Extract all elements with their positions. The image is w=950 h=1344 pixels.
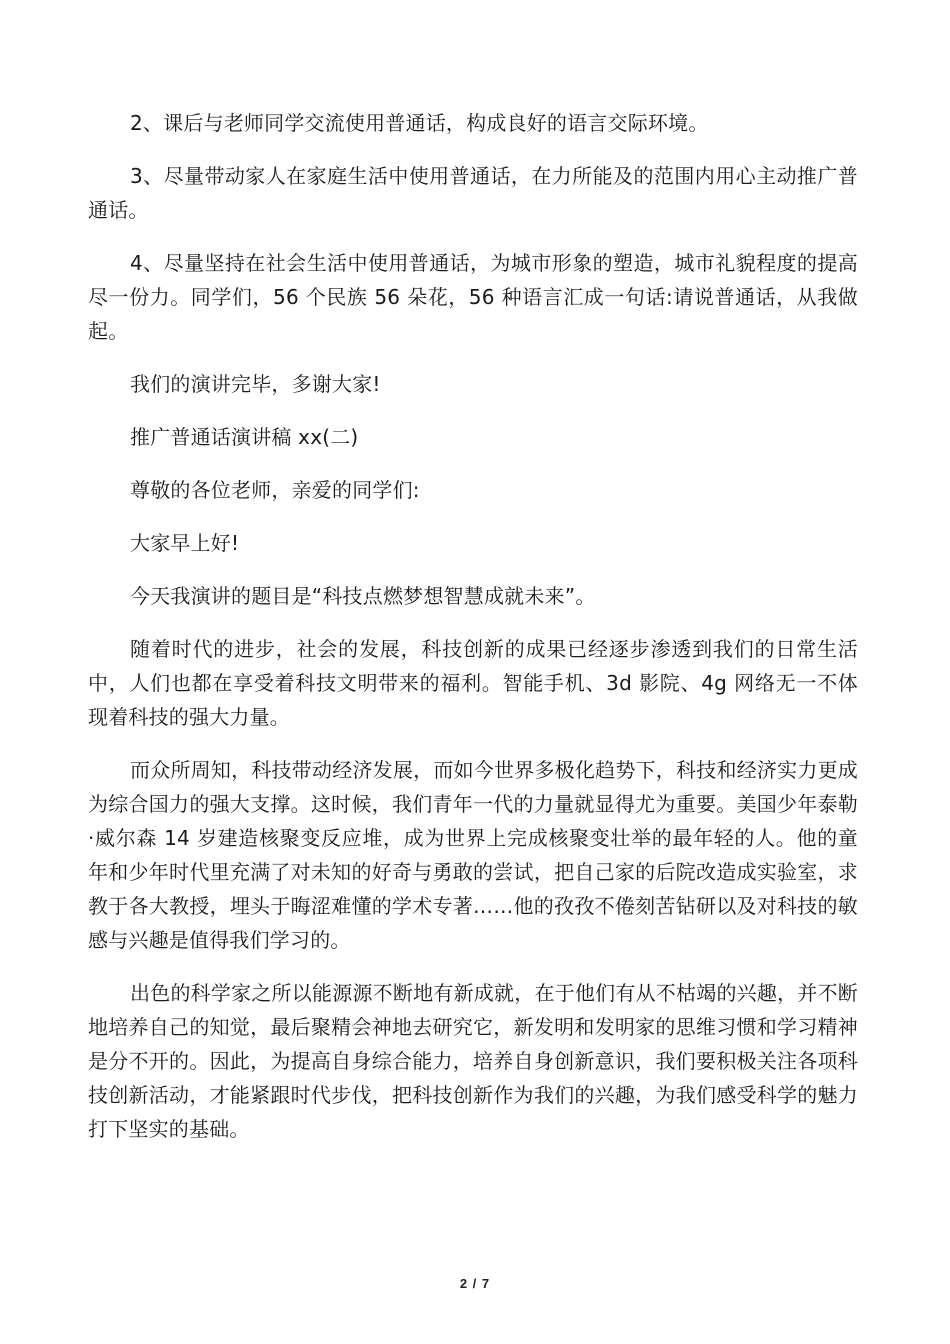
paragraph: 随着时代的进步，社会的发展，科技创新的成果已经逐步渗透到我们的日常生活中，人们也都在享受着科技文明带来的福利。智能手机、3d 影院、4g 网络无一不体现着科技的强大力量。 — [88, 637, 858, 729]
paragraph: 出色的科学家之所以能源源不断地有新成就，在于他们有从不枯竭的兴趣，并不断地培养自己的知觉，最后聚精会神地去研究它，新发明和发明家的思维习惯和学习精神是分不开的。因此，为提高自身综合能力，培养自身创新意识，我们要积极关注各项科技创新活动，才能紧跟时代步伐，把科技创新作为我们的兴趣，为我们感受科学的魅力打下坚实的基础。 — [88, 981, 858, 1141]
page-number: 2 / 7 — [459, 1276, 491, 1291]
paragraph: 4、尽量坚持在社会生活中使用普通话，为城市形象的塑造，城市礼貌程度的提高尽一份力。同学们，56 个民族 56 朵花，56 种语言汇成一句话:请说普通话，从我做起。 — [88, 251, 858, 343]
document-body — [88, 106, 858, 1165]
paragraph: 3、尽量带动家人在家庭生活中使用普通话，在力所能及的范围内用心主动推广普通话。 — [88, 164, 858, 222]
paragraph: 而众所周知，科技带动经济发展，而如今世界多极化趋势下，科技和经济实力更成为综合国力的强大支撑。这时候，我们青年一代的力量就显得尤为重要。美国少年泰勒·威尔森 14 岁建造核聚变反应堆，成为世界上完成核聚变壮举的最年轻的人。他的童年和少年时代里充满了对未知的好奇与勇敢的尝试，把自己家的后院改造成实验室，求教于各大教授，埋头于晦涩难懂的学术专著……他的孜孜不倦刻苦钻研以及对科技的敏感与兴趣是值得我们学习的。 — [88, 758, 858, 952]
paragraph: 我们的演讲完毕，多谢大家! — [130, 372, 381, 396]
section-heading: 推广普通话演讲稿 xx(二) — [130, 425, 359, 449]
greeting: 大家早上好! — [130, 531, 240, 555]
salutation: 尊敬的各位老师，亲爱的同学们: — [130, 478, 420, 502]
paragraph: 2、课后与老师同学交流使用普通话，构成良好的语言交际环境。 — [130, 111, 709, 135]
paragraph: 今天我演讲的题目是“科技点燃梦想智慧成就未来”。 — [130, 584, 596, 608]
